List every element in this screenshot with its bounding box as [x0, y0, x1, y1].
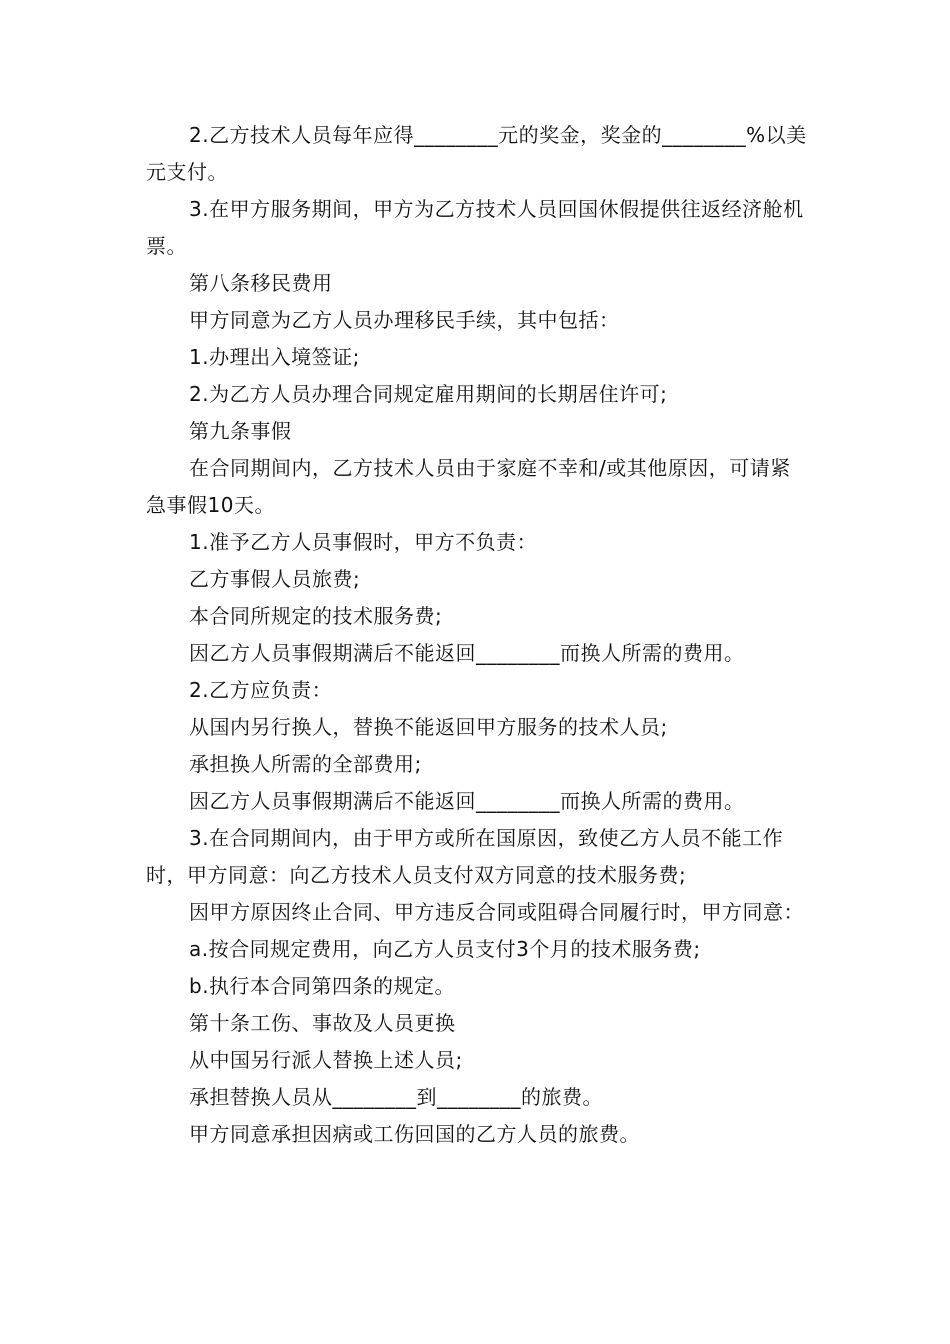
paragraph: 从中国另行派人替换上述人员;	[189, 1048, 463, 1072]
paragraph: 从国内另行换人，替换不能返回甲方服务的技术人员;	[189, 715, 668, 739]
paragraph: 在合同期间内，乙方技术人员由于家庭不幸和/或其他原因，可请紧急事假10天。	[146, 456, 791, 517]
section-heading: 第十条工伤、事故及人员更换	[189, 1011, 456, 1035]
paragraph: 甲方同意承担因病或工伤回国的乙方人员的旅费。	[189, 1122, 640, 1146]
paragraph: 因乙方人员事假期满后不能返回________而换人所需的费用。	[189, 789, 745, 813]
paragraph: b.执行本合同第四条的规定。	[189, 974, 456, 998]
paragraph: 1.准予乙方人员事假时，甲方不负责：	[189, 530, 538, 554]
paragraph: 承担换人所需的全部费用;	[189, 752, 422, 776]
paragraph: 2.乙方应负责：	[189, 678, 333, 702]
document-body	[146, 117, 810, 1153]
section-heading: 第八条移民费用	[189, 271, 333, 295]
paragraph: 因甲方原因终止合同、甲方违反合同或阻碍合同履行时，甲方同意：	[189, 900, 804, 924]
paragraph: 2.乙方技术人员每年应得________元的奖金，奖金的________%以美元支付。	[146, 123, 807, 184]
paragraph: 1.办理出入境签证;	[189, 345, 360, 369]
paragraph: 因乙方人员事假期满后不能返回________而换人所需的费用。	[189, 641, 745, 665]
paragraph: a.按合同规定费用，向乙方人员支付3个月的技术服务费;	[189, 937, 701, 961]
paragraph: 本合同所规定的技术服务费;	[189, 604, 443, 628]
paragraph: 3.在合同期间内，由于甲方或所在国原因，致使乙方人员不能工作时，甲方同意：向乙方技术人员支付双方同意的技术服务费;	[146, 826, 784, 887]
paragraph: 3.在甲方服务期间，甲方为乙方技术人员回国休假提供往返经济舱机票。	[146, 197, 804, 258]
paragraph: 乙方事假人员旅费;	[189, 567, 361, 591]
paragraph: 2.为乙方人员办理合同规定雇用期间的长期居住许可;	[189, 382, 668, 406]
paragraph: 承担替换人员从________到________的旅费。	[189, 1085, 603, 1109]
paragraph: 甲方同意为乙方人员办理移民手续，其中包括：	[189, 308, 620, 332]
section-heading: 第九条事假	[189, 419, 292, 443]
